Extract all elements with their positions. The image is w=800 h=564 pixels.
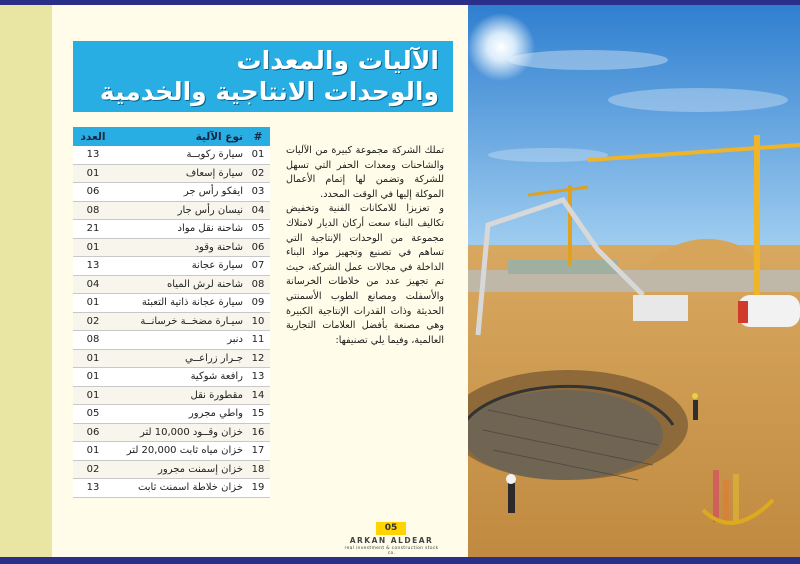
row-number: 14	[246, 386, 270, 405]
row-count: 01	[73, 368, 113, 387]
row-number: 12	[246, 349, 270, 368]
brand-name: ARKAN ALDEAR	[349, 536, 434, 545]
bottom-border	[0, 557, 800, 564]
table-row	[73, 442, 270, 461]
row-count: 01	[73, 238, 113, 257]
table-row	[73, 405, 270, 424]
row-type: خزان مياه ثابت 20,000 لتر	[113, 442, 246, 461]
table-row	[73, 257, 270, 276]
row-count: 01	[73, 164, 113, 183]
title-line-1: الآليات والمعدات	[236, 46, 439, 75]
construction-photo-illustration	[468, 5, 800, 557]
row-count: 05	[73, 405, 113, 424]
row-count: 01	[73, 386, 113, 405]
row-count: 01	[73, 294, 113, 313]
table-row	[73, 349, 270, 368]
row-type: شاحنة لرش المياه	[113, 275, 246, 294]
row-number: 06	[246, 238, 270, 257]
row-count: 21	[73, 220, 113, 239]
row-count: 08	[73, 331, 113, 350]
row-number: 01	[246, 146, 270, 164]
header-type: نوع الآلية	[113, 127, 246, 146]
row-number: 16	[246, 423, 270, 442]
row-type: رافعة شوكية	[113, 368, 246, 387]
brand-footer	[340, 536, 443, 556]
row-number: 05	[246, 220, 270, 239]
row-number: 11	[246, 331, 270, 350]
row-count: 04	[73, 275, 113, 294]
row-count: 06	[73, 183, 113, 202]
row-number: 19	[246, 479, 270, 498]
row-count: 08	[73, 201, 113, 220]
row-number: 09	[246, 294, 270, 313]
row-count: 01	[73, 442, 113, 461]
table-row	[73, 423, 270, 442]
table-row	[73, 368, 270, 387]
row-type: سيارة ركوبــة	[113, 146, 246, 164]
equipment-table	[73, 127, 270, 498]
page-number: 05	[376, 522, 406, 535]
row-number: 03	[246, 183, 270, 202]
table-row	[73, 312, 270, 331]
table-row	[73, 146, 270, 164]
row-count: 01	[73, 349, 113, 368]
table-row	[73, 294, 270, 313]
table-row	[73, 238, 270, 257]
row-number: 15	[246, 405, 270, 424]
table-row	[73, 275, 270, 294]
table-row	[73, 164, 270, 183]
row-type: مقطورة نقل	[113, 386, 246, 405]
row-number: 04	[246, 201, 270, 220]
row-number: 08	[246, 275, 270, 294]
row-type: سيارة إسعاف	[113, 164, 246, 183]
row-type: شاحنة وقود	[113, 238, 246, 257]
header-count: العدد	[73, 127, 113, 146]
row-type: خزان إسمنت مجرور	[113, 460, 246, 479]
row-type: سيارة عجانة ذاتية التعبئة	[113, 294, 246, 313]
row-type: دنبر	[113, 331, 246, 350]
paragraph-2: و تعزيزا للامكانات الفنية وتخفيض تكاليف البناء سعت أركان الديار لامتلاك مجموعة من الوحدات الإنتاجية التي تساهم في تصنيع وتجهيز مواد البناء الداخلة في مجالات عمل الشركة، حيث تم تجهيز عدد من خلاطات الخرسانة والأسفلت ومصانع الطوب الأسمنتي الحديثة وذات القدرات الإنتاجية الكبيرة وهي مصنعة بأفضل العلامات التجارية العالمية، وفيما يلي تصنيفها:	[286, 203, 444, 346]
table-row	[73, 479, 270, 498]
row-number: 17	[246, 442, 270, 461]
row-count: 13	[73, 257, 113, 276]
row-type: شاحنة نقل مواد	[113, 220, 246, 239]
paragraph-1: تملك الشركة مجموعة كبيرة من الآليات والشاحنات ومعدات الحفر التي تسهل للشركة وتضمن لها إتمام الأعمال الموكلة إليها في الوقت المحدد.	[286, 145, 444, 200]
row-count: 13	[73, 479, 113, 498]
row-type: جـرار زراعــي	[113, 349, 246, 368]
description-text	[286, 144, 444, 348]
row-type: نيسان رأس جار	[113, 201, 246, 220]
title-line-2: والوحدات الانتاجية والخدمية	[99, 77, 439, 106]
table-header	[73, 127, 270, 146]
row-type: ايفكو رأس جر	[113, 183, 246, 202]
table-row	[73, 386, 270, 405]
row-count: 02	[73, 312, 113, 331]
row-type: خزان وقــود 10,000 لتر	[113, 423, 246, 442]
row-type: سيارة عجانة	[113, 257, 246, 276]
row-type: واطي مجرور	[113, 405, 246, 424]
table-row	[73, 331, 270, 350]
table-row	[73, 220, 270, 239]
table-row	[73, 201, 270, 220]
row-number: 13	[246, 368, 270, 387]
row-number: 07	[246, 257, 270, 276]
row-number: 02	[246, 164, 270, 183]
construction-site-photo	[468, 5, 800, 557]
row-count: 02	[73, 460, 113, 479]
row-type: سيـارة مضخــة خرسانــة	[113, 312, 246, 331]
row-count: 06	[73, 423, 113, 442]
brand-tagline: real investment & construction stock co.	[344, 546, 439, 556]
row-type: خزان خلاطة اسمنت ثابت	[113, 479, 246, 498]
header-num: #	[246, 127, 270, 146]
row-number: 10	[246, 312, 270, 331]
page-margin-strip	[0, 5, 52, 557]
section-title	[73, 41, 453, 112]
table-row	[73, 183, 270, 202]
row-number: 18	[246, 460, 270, 479]
row-count: 13	[73, 146, 113, 164]
table-row	[73, 460, 270, 479]
